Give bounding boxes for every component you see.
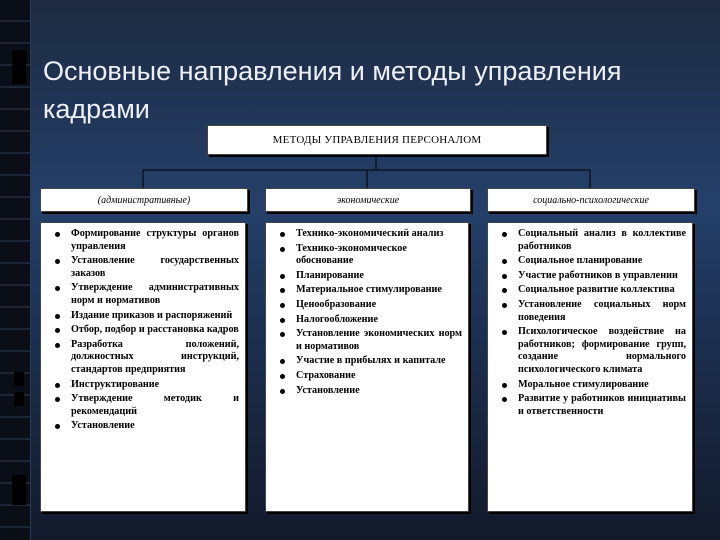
category-label: социально-психологические (533, 194, 649, 206)
root-box (207, 125, 547, 155)
method-item: Участие работников в управлении (518, 270, 686, 283)
method-item: Страхование (296, 370, 462, 383)
strip-accent (12, 475, 26, 505)
category-box-socio-psychological (487, 188, 695, 212)
method-item: Утверждение методик и рекомендаций (71, 393, 239, 417)
method-item: Установление (71, 420, 239, 433)
strip-accent (14, 372, 24, 386)
column-administrative-methods (40, 222, 246, 512)
column-socio-psychological-methods (487, 222, 693, 512)
method-item: Планирование (296, 270, 462, 283)
method-item: Технико-экономический анализ (296, 228, 462, 241)
method-item: Установление экономических норм и нормативов (296, 328, 462, 352)
method-item: Формирование структуры органов управления (71, 228, 239, 252)
method-item: Установление (296, 385, 462, 398)
strip-accent (14, 392, 24, 406)
method-list (272, 228, 462, 397)
method-item: Издание приказов и распоряжений (71, 310, 239, 323)
category-box-administrative (40, 188, 248, 212)
method-list (494, 228, 686, 418)
method-list (47, 228, 239, 433)
category-box-economic (265, 188, 471, 212)
left-decorative-strip (0, 0, 31, 540)
method-item: Моральное стимулирование (518, 379, 686, 392)
method-item: Социальный анализ в коллективе работников (518, 228, 686, 252)
method-item: Налогообложение (296, 314, 462, 327)
category-label: (административные) (97, 194, 191, 206)
method-item: Психологическое воздействие на работников; формирование групп, создание нормального психологического климата (518, 326, 686, 375)
slide-title: Основные направления и методы управления кадрами (43, 56, 622, 124)
method-item: Материальное стимулирование (296, 284, 462, 297)
method-item: Разработка положений, должностных инструкций, стандартов предприятия (71, 338, 239, 375)
method-item: Утверждение административных норм и нормативов (71, 282, 239, 306)
method-item: Участие в прибылях и капитале (296, 355, 462, 368)
method-item: Развитие у работников инициативы и ответственности (518, 393, 686, 417)
category-label: экономические (336, 194, 400, 206)
method-item: Ценообразование (296, 299, 462, 312)
method-item: Инструктирование (71, 379, 239, 392)
column-economic-methods (265, 222, 469, 512)
method-item: Социальное планирование (518, 255, 686, 268)
method-item: Технико-экономическое обоснование (296, 243, 462, 268)
method-item: Установление социальных норм поведения (518, 298, 686, 323)
method-item: Социальное развитие коллектива (518, 284, 686, 297)
method-item: Отбор, подбор и расстановка кадров (71, 324, 239, 336)
strip-accent (12, 50, 26, 84)
root-label: МЕТОДЫ УПРАВЛЕНИЯ ПЕРСОНАЛОМ (272, 134, 482, 146)
method-item: Установление государственных заказов (71, 255, 239, 279)
